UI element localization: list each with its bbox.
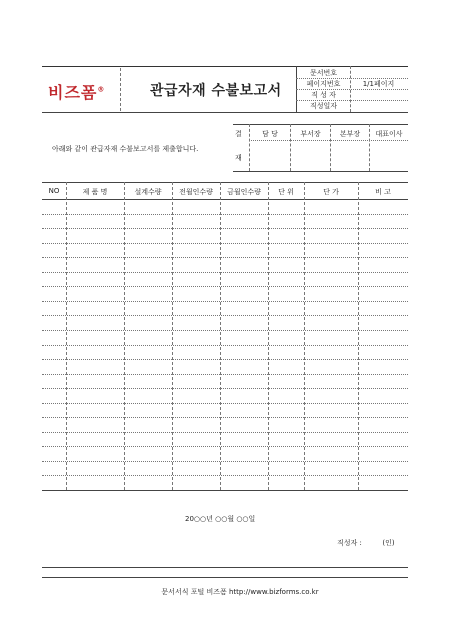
table-row xyxy=(42,475,408,476)
logo-text: 비즈폼 xyxy=(48,83,98,102)
logo-divider xyxy=(120,68,121,111)
header-bottom-rule xyxy=(42,112,408,113)
col-header-no: NO xyxy=(48,187,60,195)
approval-top-rule xyxy=(233,124,408,125)
table-row xyxy=(42,374,408,375)
col-header-product-name: 제 품 명 xyxy=(82,188,108,196)
table-row xyxy=(42,228,408,229)
footer-rule-bottom xyxy=(42,577,408,578)
writer-signature xyxy=(337,538,395,548)
table-row xyxy=(42,301,408,302)
meta-value-page-no: 1/1페이지 xyxy=(362,80,395,88)
intro-text: 아래와 같이 관급자재 수불보고서를 제출합니다. xyxy=(52,145,199,153)
approval-header-dept-head: 부서장 xyxy=(300,130,321,138)
table-row xyxy=(42,403,408,404)
header-top-rule xyxy=(42,66,408,67)
table-row xyxy=(42,345,408,346)
table-row xyxy=(42,330,408,331)
writer-label: 직성자 : xyxy=(337,539,362,547)
table-row xyxy=(42,214,408,215)
table-row xyxy=(42,315,408,316)
meta-label-page-no: 페이지번호 xyxy=(306,80,341,88)
table-header-rule xyxy=(42,199,408,200)
meta-label-date: 직성일자 xyxy=(309,102,338,110)
meta-label-writer: 직 성 자 xyxy=(311,91,336,99)
footer-rule-top xyxy=(42,567,408,568)
meta-label-doc-no: 문서번호 xyxy=(309,69,338,77)
col-header-design-qty: 설계수량 xyxy=(134,188,162,196)
table-row xyxy=(42,388,408,389)
table-row xyxy=(42,359,408,360)
approval-header-ceo: 대표이사 xyxy=(375,130,403,138)
company-logo xyxy=(48,80,105,103)
table-row xyxy=(42,243,408,244)
col-header-unit: 단 위 xyxy=(278,188,294,196)
seal-mark: (인) xyxy=(382,539,395,547)
col-header-remarks: 비 고 xyxy=(375,188,391,196)
table-row xyxy=(42,432,408,433)
table-top-rule xyxy=(42,182,408,183)
approval-side-label: 재 xyxy=(235,154,242,162)
approval-header-staff: 담 당 xyxy=(262,130,278,138)
table-row xyxy=(42,461,408,462)
footer-text: 문서서식 포털 비즈폼 http://www.bizforms.co.kr xyxy=(161,588,319,596)
col-header-unit-price: 단 가 xyxy=(323,188,339,196)
table-row xyxy=(42,446,408,447)
col-header-prev-month-qty: 전월인수량 xyxy=(179,188,213,196)
table-bottom-rule xyxy=(42,490,408,491)
document-title: 관급자재 수불보고서 xyxy=(150,83,282,99)
approval-header-rule xyxy=(249,140,408,141)
table-row xyxy=(42,272,408,273)
approval-side-label: 결 xyxy=(235,130,242,138)
approval-header-division-head: 본부장 xyxy=(339,130,361,138)
report-date: 20○○년 ○○월 ○○일 xyxy=(185,515,256,523)
table-row xyxy=(42,286,408,287)
table-row xyxy=(42,417,408,418)
table-row xyxy=(42,257,408,258)
approval-bottom-rule xyxy=(233,171,408,172)
logo-mark: ® xyxy=(97,85,106,94)
col-header-this-month-qty: 금월인수량 xyxy=(227,188,261,196)
